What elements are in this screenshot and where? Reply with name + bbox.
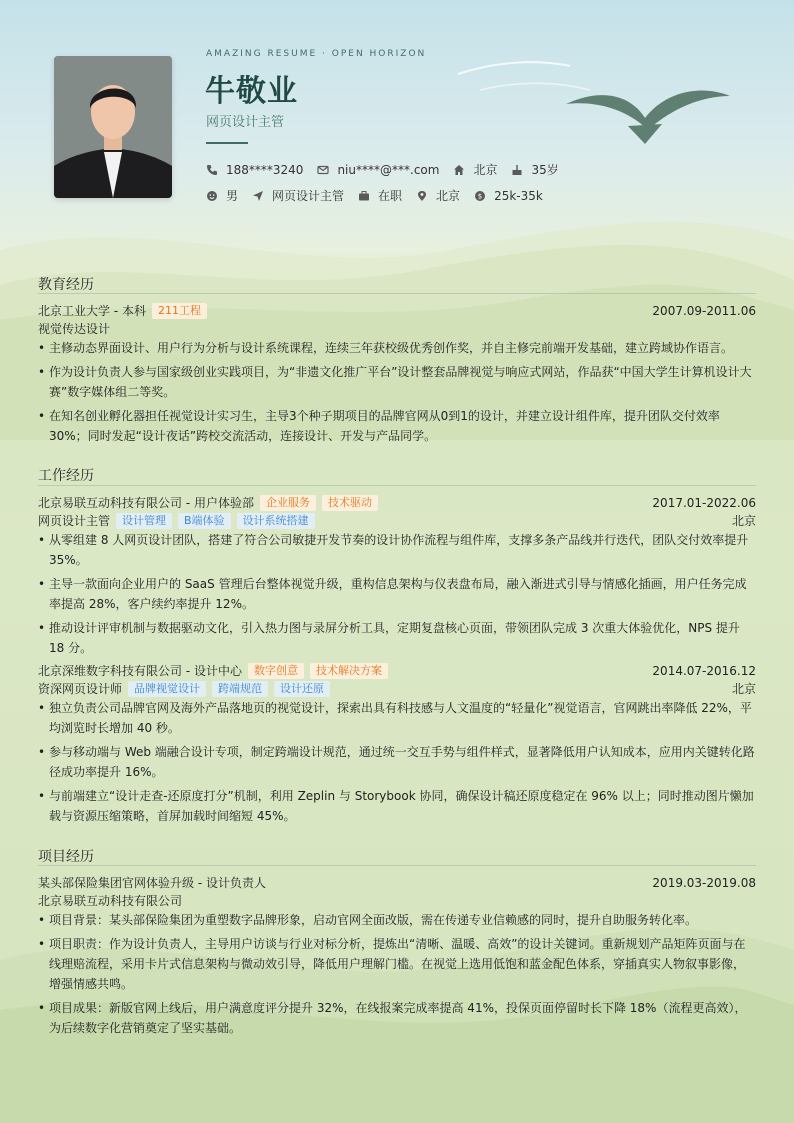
education-period: 2007.09-2011.06: [652, 303, 756, 318]
project-heading: 项目经历: [38, 849, 94, 865]
list-item: • 参与移动端与 Web 端融合设计专项，制定跨端设计规范，通过统一交互手势与组件样式，显著降低用户认知成本，应用内关键转化路径成功率提升 16%。: [38, 742, 756, 782]
job1-bullets: [38, 530, 756, 662]
job-status-item: [358, 187, 402, 204]
job1-company-tag: 技术驱动: [322, 495, 378, 511]
tagline: AMAZING RESUME · OPEN HORIZON: [206, 49, 427, 59]
contact-row: [206, 161, 573, 178]
major-name: 视觉传达设计: [38, 322, 111, 336]
person-icon: [206, 190, 218, 202]
education-major-row: [38, 320, 756, 337]
job2-company: 北京深维数字科技有限公司 - 设计中心: [38, 664, 242, 678]
education-divider: [38, 293, 756, 294]
job1-role: 网页设计主管: [38, 514, 111, 528]
home-text: 北京: [473, 163, 498, 177]
project-company: 北京易联互动科技有限公司: [38, 894, 183, 908]
send-icon: [252, 190, 264, 202]
email-text: niu****@***.com: [337, 162, 440, 177]
list-item: • 从零组建 8 人网页设计团队，搭建了符合公司敏捷开发节奏的设计协作流程与组件库，支撑多条产品线并行迭代，团队交付效率提升 35%。: [38, 530, 756, 570]
job1-period: 2017.01-2022.06: [652, 495, 756, 510]
money-icon: [474, 190, 486, 202]
job2-company-row: [38, 662, 756, 679]
job2-company-tag: 技术解决方案: [310, 663, 388, 679]
status-row: [206, 187, 557, 204]
salary-text: 25k-35k: [494, 188, 543, 203]
home-item: [453, 161, 497, 178]
school-name: 北京工业大学 - 本科: [38, 304, 146, 318]
project-divider: [38, 865, 756, 866]
position-text: 网页设计主管: [272, 189, 345, 203]
job1-company: 北京易联互动科技有限公司 - 用户体验部: [38, 496, 254, 510]
list-item: • 项目成果：新版官网上线后，用户满意度评分提升 32%，在线报案完成率提高 41%，投保页面停留时长下降 18%（流程更高效），为后续数字化营销奠定了坚实基础。: [38, 998, 756, 1038]
email-item: [317, 163, 439, 177]
candidate-title: 网页设计主管: [206, 115, 285, 130]
location-text: 北京: [436, 189, 461, 203]
list-item: • 在知名创业孵化器担任视觉设计实习生，主导3个种子期项目的品牌官网从0到1的设计，并建立设计组件库，提升团队交付效率30%；同时发起“设计夜话”跨校交流活动，连接设计、开发与产品同学。: [38, 406, 756, 446]
home-icon: [453, 164, 465, 176]
project-company-row: [38, 892, 756, 909]
age-text: 35岁: [531, 163, 559, 177]
list-item: • 主导一款面向企业用户的 SaaS 管理后台整体视觉升级，重构信息架构与仪表盘布局，融入渐进式引导与情感化插画，用户任务完成率提高 28%，客户续约率提升 12%。: [38, 574, 756, 614]
age-item: [511, 161, 558, 178]
job2-period: 2014.07-2016.12: [652, 663, 756, 678]
project-bullets: [38, 910, 756, 1042]
phone-item: [206, 163, 303, 177]
project-name-row: [38, 874, 756, 891]
list-item: • 主修动态界面设计、用户行为分析与设计系统课程，连续三年获校级优秀创作奖，并自主修完前端开发基础，建立跨域协作语言。: [38, 338, 756, 358]
job2-city: 北京: [731, 682, 756, 696]
job2-role-row: [38, 680, 756, 697]
job-status-text: 在职: [378, 189, 403, 203]
gender-text: 男: [226, 189, 239, 203]
project-name: 某头部保险集团官网体验升级 - 设计负责人: [38, 876, 266, 890]
phone-text: 188****3240: [226, 162, 304, 177]
job2-bullets: [38, 698, 756, 830]
briefcase-icon: [358, 190, 370, 202]
school-tag: 211工程: [152, 303, 207, 319]
list-item: • 项目背景：某头部保险集团为重塑数字品牌形象，启动官网全面改版，需在传递专业信赖感的同时，提升自助服务转化率。: [38, 910, 756, 930]
location-item: [416, 187, 460, 204]
phone-icon: [206, 164, 218, 176]
title-divider: [206, 142, 248, 144]
list-item: • 推动设计评审机制与数据驱动文化，引入热力图与录屏分析工具，定期复盘核心页面，带领团队完成 3 次重大体验优化，NPS 提升 18 分。: [38, 618, 756, 658]
education-heading: 教育经历: [38, 277, 94, 293]
list-item: • 与前端建立“设计走查-还原度打分”机制，利用 Zeplin 与 Storybook 协同，确保设计稿还原度稳定在 96% 以上；同时推动图片懒加载与资源压缩策略，首屏加载时间缩短 45%。: [38, 786, 756, 826]
list-item: • 作为设计负责人参与国家级创业实践项目，为“非遗文化推广平台”设计整套品牌视觉与响应式网站，作品获“中国大学生计算机设计大赛”数字媒体组二等奖。: [38, 362, 756, 402]
job1-role-row: [38, 512, 756, 529]
job2-role-tag: 品牌视觉设计: [128, 681, 206, 697]
list-item: • 项目职责：作为设计负责人，主导用户访谈与行业对标分析，提炼出“清晰、温暖、高效”的设计关键词。重新规划产品矩阵页面与在线理赔流程，采用卡片式信息架构与微动效引导，降低用户理解门槛。在视觉上选用低饱和蓝金配色体系，穿插真实人物叙事影像，增强情感共鸣。: [38, 934, 756, 994]
candidate-name: 牛敬业: [205, 74, 298, 109]
job1-role-tag: B端体验: [178, 513, 231, 529]
project-period: 2019.03-2019.08: [652, 875, 756, 890]
gender-item: [206, 187, 238, 204]
job1-company-row: [38, 494, 756, 511]
work-divider: [38, 485, 756, 486]
work-heading: 工作经历: [38, 468, 94, 484]
job1-company-tag: 企业服务: [260, 495, 316, 511]
cake-icon: [511, 164, 523, 176]
svg-text:$: $: [477, 192, 483, 200]
mail-icon: [317, 164, 329, 176]
education-bullets: [38, 338, 756, 450]
location-icon: [416, 190, 428, 202]
job2-role: 资深网页设计师: [38, 682, 123, 696]
position-item: [252, 187, 344, 204]
job1-role-tag: 设计系统搭建: [237, 513, 315, 529]
job1-city: 北京: [731, 514, 756, 528]
profile-photo: [54, 56, 172, 198]
job1-role-tag: 设计管理: [116, 513, 172, 529]
education-school-row: [38, 302, 756, 319]
job2-role-tag: 设计还原: [274, 681, 330, 697]
job2-company-tag: 数字创意: [248, 663, 304, 679]
job2-role-tag: 跨端规范: [212, 681, 268, 697]
salary-item: [474, 189, 543, 203]
list-item: • 独立负责公司品牌官网及海外产品落地页的视觉设计，探索出具有科技感与人文温度的“轻量化”视觉语言，官网跳出率降低 22%，平均浏览时长增加 40 秒。: [38, 698, 756, 738]
